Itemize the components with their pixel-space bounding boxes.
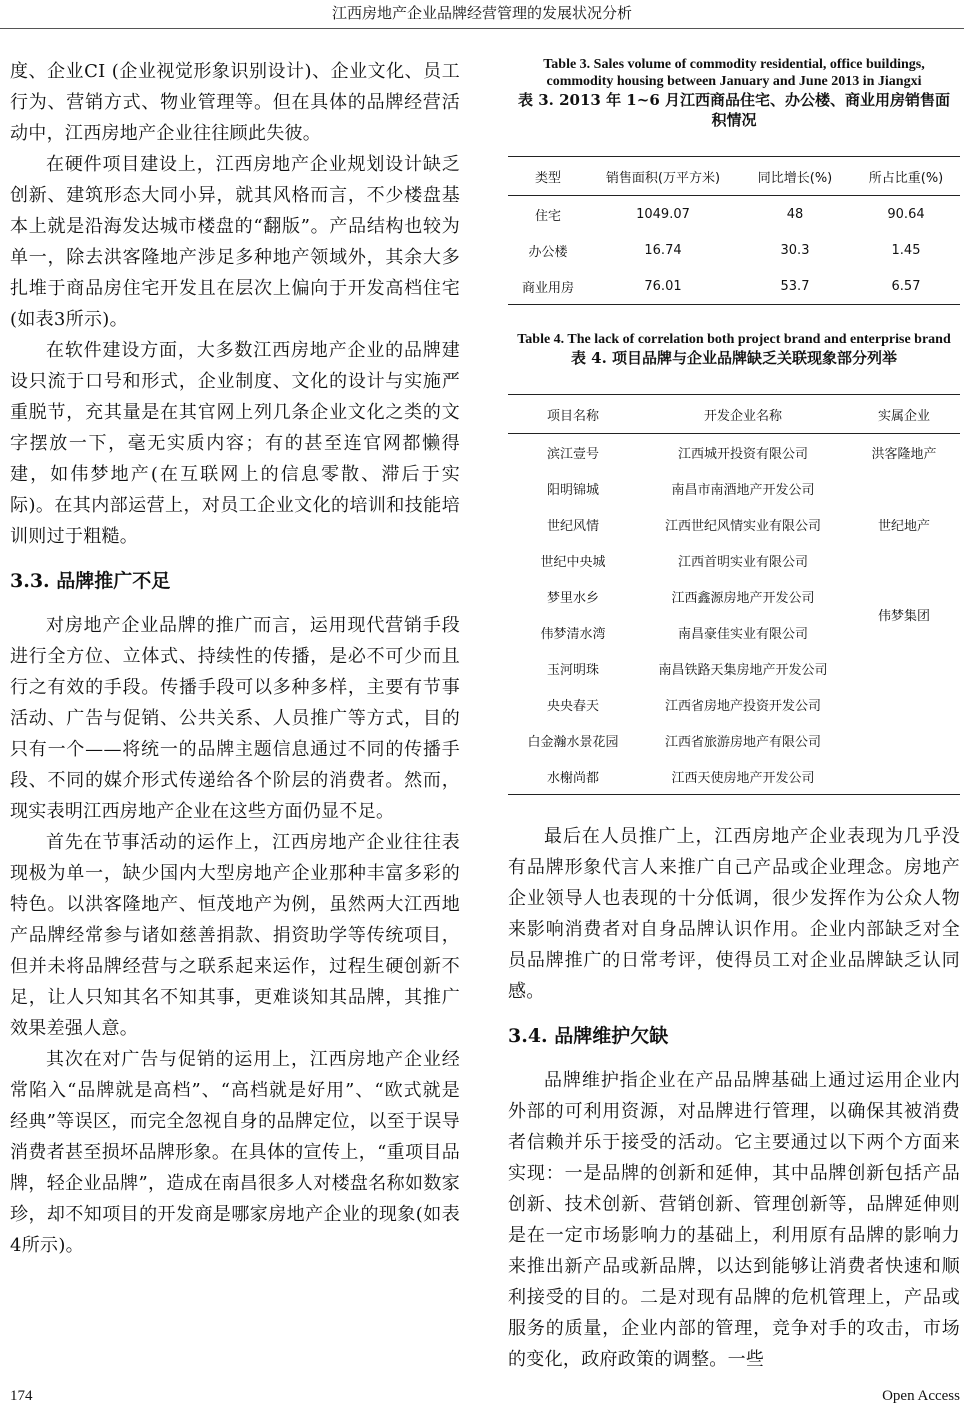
table-4-caption-zh: 表 4. 项目品牌与企业品牌缺乏关联现象部分列举 (570, 349, 898, 367)
table-cell: 商业用房 (508, 268, 588, 305)
paragraph: 在软件建设方面，大多数江西房地产企业的品牌建设只流于口号和形式，企业制度、文化的设计与实施严重脱节，充其量是在其官网上列几条企业文化之类的文字摆放一下，毫无实质内容；有的甚至连官网都懒得建，如伟梦地产(在互联网上的信息零散、滞后于实际)。在其内部运营上，对员工企业文化的培训和技能培训则过于粗糙。 (10, 340, 460, 547)
table-row (508, 232, 960, 268)
table-row (508, 722, 960, 758)
table-row (508, 758, 960, 795)
table-cell: 1049.07 (636, 206, 690, 222)
page-number: 174 (10, 1388, 33, 1404)
column-header: 项目名称 (508, 395, 638, 434)
group-cell: 伟梦集团 (877, 608, 930, 624)
table-cell: 江西省房地产投资开发公司 (664, 698, 821, 714)
table-cell: 76.01 (588, 268, 738, 305)
table-4-grid (508, 394, 960, 795)
section-heading-3-4: 3.4. 品牌维护欠缺 (508, 1025, 669, 1047)
table-4 (508, 331, 960, 795)
table-cell: 16.74 (644, 242, 682, 258)
table-cell: 48 (786, 206, 804, 222)
table-cell: 办公楼 (528, 244, 568, 260)
table-row (508, 196, 960, 233)
paragraph: 其次在对广告与促销的运用上，江西房地产企业经常陷入“品牌就是高档”、“高档就是好用”、“欧式就是经典”等误区，而完全忽视自身的品牌定位，以至于误导消费者甚至损坏品牌形象。在具体的宣传上，“重项目品牌，轻企业品牌”，造成在南昌很多人对楼盘名称如数家珍，却不知项目的开发商是哪家房地产企业的现象(如表4所示)。 (10, 1049, 460, 1256)
table-cell: 江西天使房地产开发公司 (638, 758, 848, 795)
table-cell: 世纪中央城 (540, 554, 606, 570)
table-row (508, 686, 960, 722)
publisher-label: Open Access (882, 1388, 960, 1404)
table-cell: 玉河明珠 (546, 662, 599, 678)
table-header-row (508, 395, 960, 434)
table-cell: 90.64 (887, 206, 925, 222)
table-cell: 世纪风情 (546, 518, 599, 534)
table-3 (508, 56, 960, 305)
table-row (508, 470, 960, 506)
left-column (10, 56, 460, 1261)
column-header: 同比增长(%) (738, 157, 852, 196)
section-heading-3-3: 3.3. 品牌推广不足 (10, 570, 171, 592)
table-row (508, 434, 960, 471)
table-cell: 1.45 (891, 242, 921, 258)
page-footer (10, 1388, 960, 1410)
table-row (508, 268, 960, 305)
paragraph: 首先在节事活动的运作上，江西房地产企业往往表现极为单一，缺少国内大型房地产企业那种丰富多彩的特色。以洪客隆地产、恒茂地产为例，虽然两大江西地产品牌经常参与诸如慈善捐款、捐资助学等传统项目，但并未将品牌经营与之联系起来运作，过程生硬创新不足，让人只知其名不知其事，更难谈知其品牌，其推广效果差强人意。 (10, 832, 460, 1039)
table-cell: 30.3 (780, 242, 810, 258)
column-header: 实属企业 (848, 395, 960, 434)
table-cell: 水榭尚都 (508, 758, 638, 795)
table-header-row (508, 157, 960, 196)
table-cell: 白金瀚水景花园 (527, 734, 619, 750)
table-cell: 伟梦清水湾 (540, 626, 606, 642)
table-cell: 江西省旅游房地产有限公司 (664, 734, 821, 750)
table-3-grid (508, 156, 960, 305)
table-3-caption-zh: 表 3. 2013 年 1~6 月江西商品住宅、办公楼、商业用房销售面积情况 (518, 91, 950, 129)
paragraph: 在硬件项目建设上，江西房地产企业规划设计缺乏创新、建筑形态大同小异，就其风格而言，不少楼盘基本上就是沿海发达城市楼盘的“翻版”。产品结构也较为单一，除去洪客隆地产涉足多种地产领域外，其余大多扎堆于商品房住宅开发且在层次上偏向于开发高档住宅(如表3所示)。 (10, 154, 460, 330)
table-cell: 南昌市南酒地产开发公司 (671, 482, 815, 498)
table-cell: 江西世纪风情实业有限公司 (664, 518, 821, 534)
paragraph: 度、企业CI (企业视觉形象识别设计)、企业文化、员工行为、营销方式、物业管理等。但在具体的品牌经营活动中，江西房地产企业往往顾此失彼。 (10, 61, 460, 144)
column-header: 开发企业名称 (638, 395, 848, 434)
column-header: 所占比重(%) (852, 157, 960, 196)
table-cell: 6.57 (852, 268, 960, 305)
paragraph: 最后在人员推广上，江西房地产企业表现为几乎没有品牌形象代言人来推广自己产品或企业理念。房地产企业领导人也表现的十分低调，很少发挥作为公众人物来影响消费者对自身品牌认识作用。企业内部缺乏对全员品牌推广的日常考评，使得员工对企业品牌缺乏认同感。 (508, 826, 960, 1002)
table-cell: 央央春天 (546, 698, 599, 714)
running-head (0, 0, 964, 29)
table-cell: 南昌豪佳实业有限公司 (677, 626, 808, 642)
table-cell: 阳明锦城 (546, 482, 599, 498)
table-cell: 住宅 (534, 208, 561, 224)
right-column (508, 56, 960, 1375)
right-text (508, 821, 960, 1375)
table-cell: 滨江壹号 (546, 446, 599, 462)
group-cell: 洪客隆地产 (871, 446, 937, 462)
column-header: 销售面积(万平方米) (588, 157, 738, 196)
paragraph: 品牌维护指企业在产品品牌基础上通过运用企业内外部的可利用资源，对品牌进行管理，以确保其被消费者信赖并乐于接受的活动。它主要通过以下两个方面来实现：一是品牌的创新和延伸，其中品牌创新包括产品创新、技术创新、营销创新、管理创新等，品牌延伸则是在一定市场影响力的基础上，利用原有品牌的影响力来推出新产品或新品牌，以达到能够让消费者快速和顺利接受的目的。二是对现有品牌的危机管理上，产品或服务的质量，企业内部的管理，竞争对手的攻击，市场的变化，政府政策的调整。一些 (508, 1070, 960, 1370)
table-4-caption-en: Table 4. The lack of correlation both project brand and enterprise brand (517, 332, 951, 347)
running-title: 江西房地产企业品牌经营管理的发展状况分析 (331, 4, 632, 22)
table-3-caption-en: Table 3. Sales volume of commodity residential, office buildings, commodity housing between January and June 2013 in Jiangxi (543, 57, 925, 89)
table-cell: 江西首明实业有限公司 (677, 554, 808, 570)
table-cell: 江西城开投资有限公司 (677, 446, 808, 462)
table-row (508, 650, 960, 686)
table-cell: 南昌铁路天集房地产开发公司 (658, 662, 828, 678)
group-cell: 世纪地产 (877, 518, 930, 534)
table-cell: 梦里水乡 (546, 590, 599, 606)
column-header: 类型 (508, 157, 588, 196)
table-cell: 江西鑫源房地产开发公司 (671, 590, 815, 606)
table-cell: 53.7 (738, 268, 852, 305)
table-row (508, 578, 960, 614)
paragraph: 对房地产企业品牌的推广而言，运用现代营销手段进行全方位、立体式、持续性的传播，是必不可少而且行之有效的手段。传播手段可以多种多样，主要有节事活动、广告与促销、公共关系、人员推广等方式，目的只有一个——将统一的品牌主题信息通过不同的传播手段、不同的媒介形式传递给各个阶层的消费者。然而，现实表明江西房地产企业在这些方面仍显不足。 (10, 615, 460, 822)
